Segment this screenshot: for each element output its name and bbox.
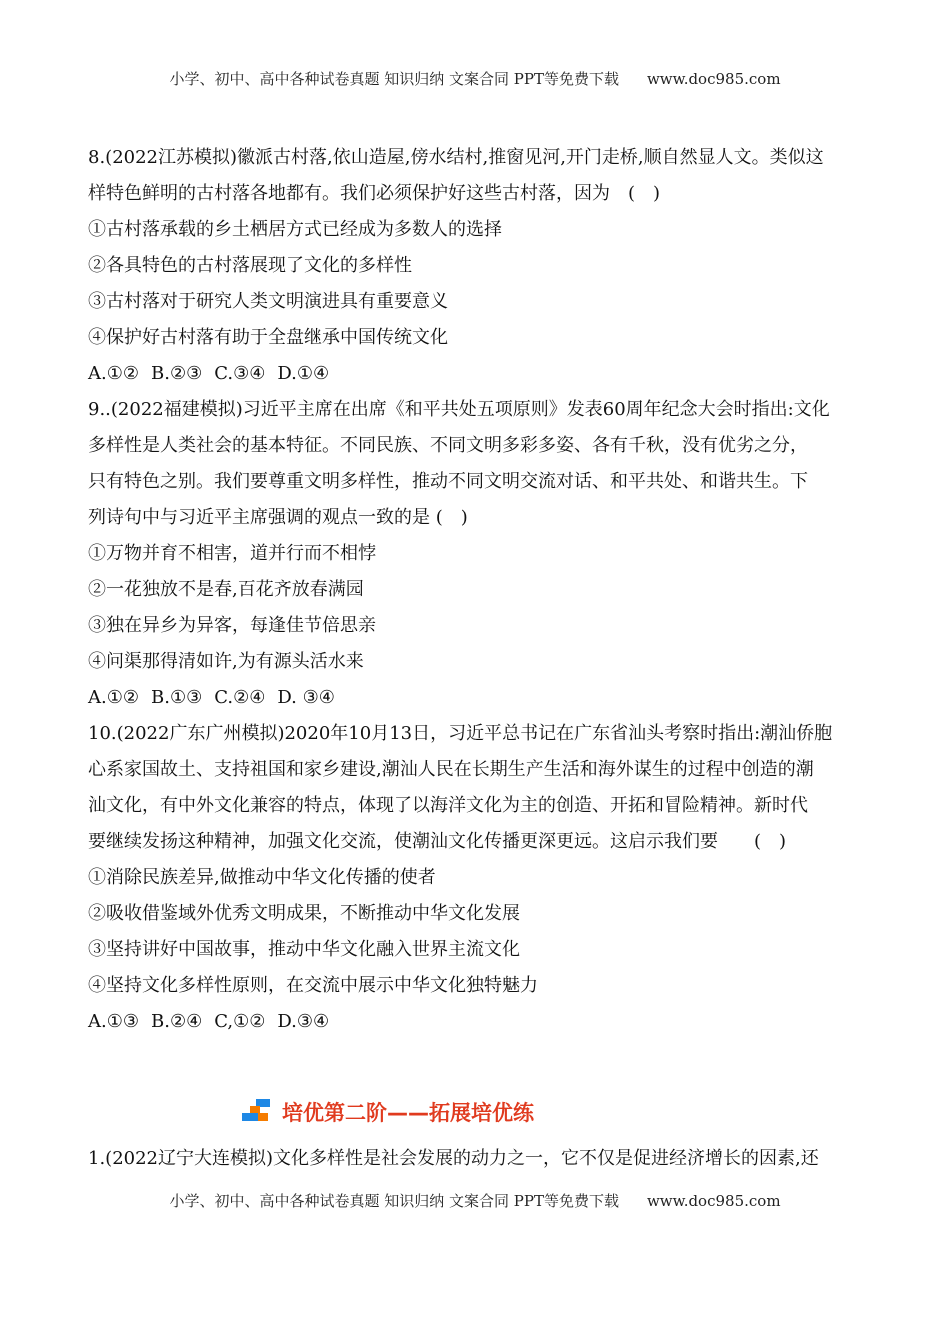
answer-d: D. ③④: [277, 687, 335, 708]
answer-choices: [88, 680, 866, 716]
question-line: 样特色鲜明的古村落各地都有。我们必须保护好这些古村落，因为 ( ): [88, 183, 661, 204]
question-8: [88, 140, 866, 392]
answer-d: D.①④: [277, 363, 330, 384]
option-line: ③坚持讲好中国故事，推动中华文化融入世界主流文化: [88, 939, 520, 960]
answer-c: C.②④: [214, 687, 266, 708]
option-line: ②一花独放不是春,百花齐放春满园: [88, 579, 364, 600]
section-blocks-icon: [240, 1097, 274, 1127]
answer-a: A.①②: [88, 363, 139, 384]
option-line: ③古村落对于研究人类文明演进具有重要意义: [88, 291, 448, 312]
option-line: ②吸收借鉴域外优秀文明成果，不断推动中华文化发展: [88, 903, 520, 924]
question-list: [88, 140, 866, 1040]
question-line: 10.(2022广东广州模拟)2020年10月13日，习近平总书记在广东省汕头考察时指出:潮汕侨胞: [88, 723, 833, 744]
page-header: [0, 68, 950, 89]
footer-url[interactable]: www.doc985.com: [646, 1192, 781, 1210]
answer-b: B.②④: [151, 1011, 203, 1032]
answer-choices: [88, 356, 866, 392]
page-footer: [0, 1190, 950, 1211]
question-line: 列诗句中与习近平主席强调的观点一致的是 ( ): [88, 507, 468, 528]
question-line: 9..(2022福建模拟)习近平主席在出席《和平共处五项原则》发表60周年纪念大会时指出:文化: [88, 399, 830, 420]
footer-text: 小学、初中、高中各种试卷真题 知识归纳 文案合同 PPT等免费下载: [169, 1192, 619, 1210]
option-line: ①古村落承载的乡土栖居方式已经成为多数人的选择: [88, 219, 502, 240]
answer-a: A.①②: [88, 687, 139, 708]
question-line: 8.(2022江苏模拟)徽派古村落,依山造屋,傍水结村,推窗见河,开门走桥,顺自然显人文。类似这: [88, 147, 824, 168]
question-1-line: 1.(2022辽宁大连模拟)文化多样性是社会发展的动力之一，它不仅是促进经济增长的因素,还: [88, 1148, 819, 1169]
option-line: ③独在异乡为异客，每逢佳节倍思亲: [88, 615, 376, 636]
option-line: ①消除民族差异,做推动中华文化传播的使者: [88, 867, 436, 888]
option-line: ④保护好古村落有助于全盘继承中国传统文化: [88, 327, 448, 348]
answer-choices: [88, 1004, 866, 1040]
question-line: 只有特色之别。我们要尊重文明多样性，推动不同文明交流对话、和平共处、和谐共生。下: [88, 471, 808, 492]
section-title: 培优第二阶——拓展培优练: [282, 1101, 534, 1125]
answer-d: D.③④: [277, 1011, 330, 1032]
option-line: ④坚持文化多样性原则，在交流中展示中华文化独特魅力: [88, 975, 538, 996]
option-line: ④问渠那得清如许,为有源头活水来: [88, 651, 364, 672]
question-line: 心系家国故土、支持祖国和家乡建设,潮汕人民在长期生产生活和海外谋生的过程中创造的潮: [88, 759, 814, 780]
header-text: 小学、初中、高中各种试卷真题 知识归纳 文案合同 PPT等免费下载: [169, 70, 619, 88]
option-line: ②各具特色的古村落展现了文化的多样性: [88, 255, 412, 276]
answer-b: B.①③: [151, 687, 203, 708]
option-line: ①万物并育不相害，道并行而不相悖: [88, 543, 376, 564]
question-line: 多样性是人类社会的基本特征。不同民族、不同文明多彩多姿、各有千秋，没有优劣之分，: [88, 435, 808, 456]
answer-c: C,①②: [214, 1011, 266, 1032]
question-line: 要继续发扬这种精神，加强文化交流，使潮汕文化传播更深更远。这启示我们要 ( ): [88, 831, 787, 852]
question-line: 汕文化，有中外文化兼容的特点，体现了以海洋文化为主的创造、开拓和冒险精神。新时代: [88, 795, 808, 816]
answer-c: C.③④: [214, 363, 266, 384]
section-heading: [240, 1092, 534, 1132]
answer-a: A.①③: [88, 1011, 139, 1032]
answer-b: B.②③: [151, 363, 203, 384]
header-url[interactable]: www.doc985.com: [646, 70, 781, 88]
question-10: [88, 716, 866, 1040]
question-9: [88, 392, 866, 716]
